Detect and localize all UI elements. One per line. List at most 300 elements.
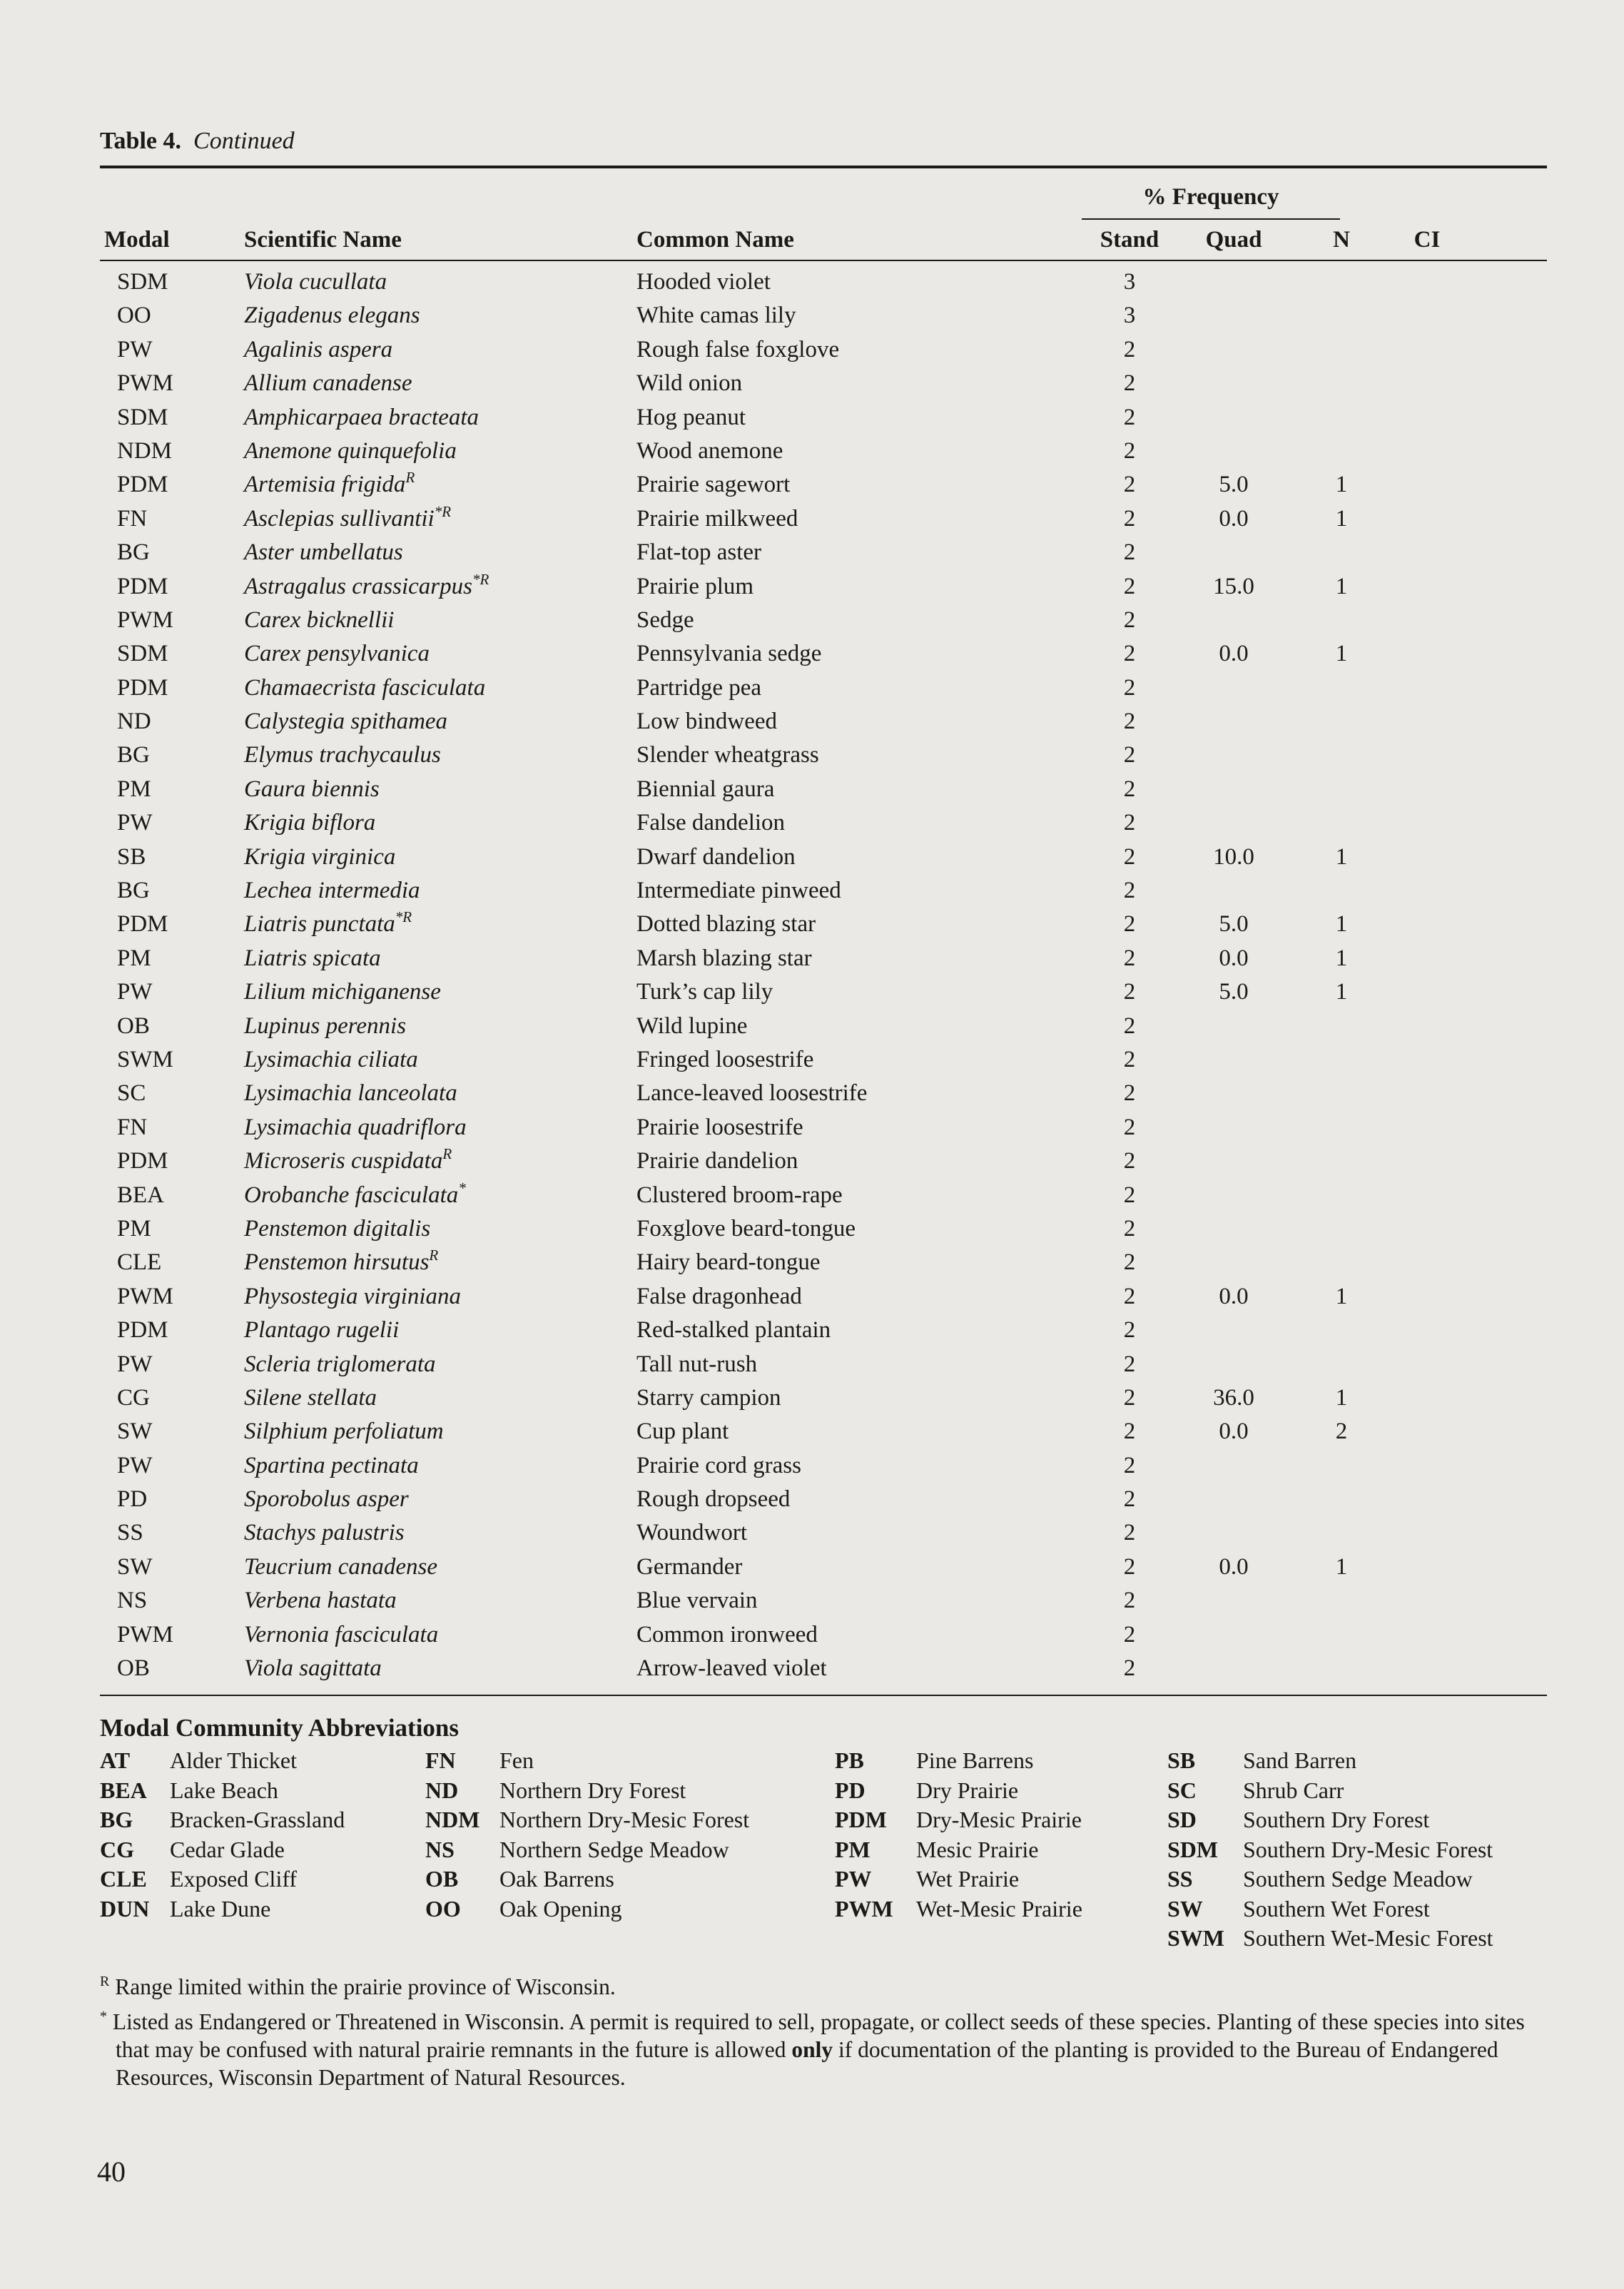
table-row — [0, 468, 1624, 502]
table-row — [0, 401, 1624, 435]
modal-cell: SC — [117, 1080, 146, 1107]
abbreviation-code: OB — [425, 1866, 459, 1892]
modal-cell: FN — [117, 505, 148, 532]
footnote-range — [100, 1973, 1544, 2001]
common-name-cell: Blue vervain — [636, 1588, 758, 1614]
table-row — [0, 1246, 1624, 1279]
table-header-rule — [100, 260, 1547, 261]
stand-frequency-cell: 2 — [1123, 573, 1136, 599]
stand-frequency-cell: 2 — [1123, 1080, 1136, 1107]
stand-frequency-cell: 2 — [1123, 979, 1136, 1005]
stand-frequency-cell: 2 — [1123, 1317, 1136, 1344]
common-name-cell: Dwarf dandelion — [636, 843, 796, 870]
modal-cell: SDM — [117, 404, 168, 430]
abbreviation-code: NDM — [425, 1807, 480, 1832]
common-name-cell: Fringed loosestrife — [636, 1046, 814, 1072]
table-row — [0, 1483, 1624, 1516]
abbreviation-code: SDM — [1167, 1836, 1219, 1862]
quad-frequency-cell: 0.0 — [1219, 505, 1249, 532]
stand-frequency-cell: 3 — [1123, 303, 1136, 329]
stand-frequency-cell: 2 — [1123, 1046, 1136, 1072]
modal-cell: PM — [117, 776, 151, 802]
scientific-name-text: Viola sagittata — [244, 1655, 382, 1682]
modal-cell: SDM — [117, 269, 168, 295]
abbreviation-code: PM — [835, 1836, 871, 1862]
scientific-name-cell — [244, 942, 381, 975]
abbreviation-name: Dry-Mesic Prairie — [916, 1807, 1082, 1832]
footnote-star-text-before: Listed as Endangered or Threatened in Wisconsin. A permit is required to sell, propagate, or collect seeds of these species. Planting of these species into sites that may be confused with natural prairie remnants in the future is allowed — [112, 2009, 1525, 2062]
stand-frequency-cell: 2 — [1123, 641, 1136, 667]
abbreviation-code: SW — [1167, 1895, 1203, 1922]
modal-cell: BEA — [117, 1182, 164, 1208]
table-row — [0, 604, 1624, 637]
modal-cell: PDM — [117, 911, 168, 938]
modal-cell: OO — [117, 303, 151, 329]
stand-frequency-cell: 2 — [1123, 1655, 1136, 1682]
quad-frequency-cell: 0.0 — [1219, 1283, 1249, 1309]
abbreviation-name: Northern Dry-Mesic Forest — [499, 1807, 750, 1832]
scientific-name-cell — [244, 1415, 444, 1448]
stand-frequency-cell: 2 — [1123, 911, 1136, 938]
footnote-marker: * — [458, 1179, 466, 1197]
stand-frequency-cell: 2 — [1123, 437, 1136, 464]
scientific-name-text: Stachys palustris — [244, 1520, 405, 1546]
header-common-name: Common Name — [636, 227, 794, 253]
scientific-name-cell — [244, 806, 375, 840]
table-row — [0, 367, 1624, 400]
stand-frequency-cell: 2 — [1123, 606, 1136, 633]
scientific-name-cell — [244, 502, 451, 536]
common-name-cell: Marsh blazing star — [636, 945, 812, 971]
stand-frequency-cell: 2 — [1123, 1588, 1136, 1614]
stand-frequency-cell: 2 — [1123, 1418, 1136, 1445]
common-name-cell: Prairie sagewort — [636, 472, 791, 498]
footnote-marker: *R — [434, 502, 452, 520]
stand-frequency-cell: 2 — [1123, 404, 1136, 430]
scientific-name-cell — [244, 773, 380, 806]
scientific-name-text: Krigia virginica — [244, 843, 396, 870]
scientific-name-text: Lysimachia ciliata — [244, 1046, 418, 1072]
footnote-marker: R — [405, 469, 415, 487]
common-name-cell: Rough false foxglove — [636, 336, 840, 362]
scientific-name-cell — [244, 1584, 397, 1618]
modal-cell: PWM — [117, 1283, 173, 1309]
scientific-name-text: Artemisia frigida — [244, 472, 406, 498]
table-row — [0, 908, 1624, 941]
abbreviation-name: Pine Barrens — [916, 1747, 1034, 1773]
abbreviation-name: Northern Sedge Meadow — [499, 1836, 729, 1862]
footnote-marker: *R — [472, 570, 489, 588]
n-cell: 1 — [1335, 472, 1348, 498]
stand-frequency-cell: 2 — [1123, 370, 1136, 397]
table-caption-text: Continued — [193, 128, 295, 154]
modal-cell: SW — [117, 1553, 153, 1580]
scientific-name-text: Astragalus crassicarpus — [244, 573, 472, 599]
abbreviation-code: BG — [100, 1807, 133, 1832]
scientific-name-cell — [244, 671, 485, 705]
scientific-name-cell — [244, 1314, 399, 1347]
common-name-cell: Germander — [636, 1553, 743, 1580]
modal-cell: BG — [117, 539, 150, 566]
header-n: N — [1333, 227, 1350, 253]
stand-frequency-cell: 2 — [1123, 1621, 1136, 1648]
scientific-name-cell — [244, 637, 430, 671]
n-cell: 1 — [1335, 1384, 1348, 1411]
modal-cell: PWM — [117, 606, 173, 633]
scientific-name-text: Teucrium canadense — [244, 1553, 437, 1580]
common-name-cell: Prairie dandelion — [636, 1148, 798, 1174]
scientific-name-text: Liatris spicata — [244, 945, 381, 971]
n-cell: 1 — [1335, 641, 1348, 667]
footnote-marker: *R — [395, 908, 412, 926]
table-body — [0, 265, 1624, 1685]
scientific-name-cell — [244, 1144, 452, 1178]
scientific-name-text: Carex pensylvanica — [244, 641, 430, 667]
scientific-name-text: Chamaecrista fasciculata — [244, 674, 486, 701]
n-cell: 1 — [1335, 573, 1348, 599]
table-row — [0, 265, 1624, 299]
stand-frequency-cell: 2 — [1123, 472, 1136, 498]
table-row — [0, 1584, 1624, 1618]
scientific-name-text: Anemone quinquefolia — [244, 437, 457, 464]
abbreviation-name: Mesic Prairie — [916, 1836, 1039, 1862]
table-row — [0, 1280, 1624, 1314]
stand-frequency-cell: 2 — [1123, 878, 1136, 904]
abbreviation-code: BEA — [100, 1777, 147, 1803]
common-name-cell: Intermediate pinweed — [636, 878, 841, 904]
scientific-name-text: Penstemon hirsutus — [244, 1249, 430, 1276]
abbreviation-code: CG — [100, 1836, 134, 1862]
scientific-name-text: Vernonia fasciculata — [244, 1621, 439, 1648]
table-row — [0, 1550, 1624, 1584]
table-row — [0, 1415, 1624, 1448]
header-stand: Stand — [1100, 227, 1159, 253]
common-name-cell: Biennial gaura — [636, 776, 775, 802]
table-row — [0, 1449, 1624, 1483]
table-row — [0, 1144, 1624, 1178]
modal-cell: PW — [117, 1452, 153, 1478]
table-row — [0, 874, 1624, 908]
abbreviation-code: AT — [100, 1747, 131, 1773]
footnote-range-marker: R — [100, 1974, 110, 1989]
scientific-name-cell — [244, 975, 441, 1009]
scientific-name-text: Orobanche fasciculata — [244, 1182, 459, 1208]
scientific-name-text: Zigadenus elegans — [244, 303, 420, 329]
scientific-name-cell — [244, 908, 412, 941]
stand-frequency-cell: 2 — [1123, 1553, 1136, 1580]
modal-cell: SDM — [117, 641, 168, 667]
abbreviation-code: PWM — [835, 1895, 893, 1922]
scientific-name-cell — [244, 401, 479, 435]
common-name-cell: Rough dropseed — [636, 1486, 791, 1513]
footnote-endangered — [100, 2008, 1560, 2091]
scientific-name-text: Asclepias sullivantii — [244, 505, 435, 532]
n-cell: 1 — [1335, 843, 1348, 870]
quad-frequency-cell: 5.0 — [1219, 979, 1249, 1005]
footnote-star-emphasis: only — [791, 2037, 833, 2062]
stand-frequency-cell: 2 — [1123, 1215, 1136, 1242]
n-cell: 1 — [1335, 979, 1348, 1005]
scientific-name-text: Penstemon digitalis — [244, 1215, 431, 1242]
abbreviation-code: PW — [835, 1866, 872, 1892]
table-bottom-rule — [100, 1695, 1547, 1696]
modal-cell: BG — [117, 742, 150, 768]
scientific-name-cell — [244, 1212, 430, 1246]
common-name-cell: Wild lupine — [636, 1012, 748, 1039]
abbreviation-code: PD — [835, 1777, 866, 1803]
n-cell: 1 — [1335, 1553, 1348, 1580]
common-name-cell: Flat-top aster — [636, 539, 762, 566]
modal-cell: OB — [117, 1655, 150, 1682]
page-number: 40 — [97, 2156, 126, 2188]
abbreviation-code: OO — [425, 1895, 461, 1922]
scientific-name-text: Verbena hastata — [244, 1588, 397, 1614]
abbreviation-name: Lake Beach — [170, 1777, 278, 1803]
common-name-cell: Prairie milkweed — [636, 505, 798, 532]
abbreviation-code: SS — [1167, 1866, 1193, 1892]
common-name-cell: Woundwort — [636, 1520, 747, 1546]
abbreviation-name: Wet-Mesic Prairie — [916, 1895, 1082, 1922]
scientific-name-cell — [244, 1348, 436, 1381]
abbreviations-title: Modal Community Abbreviations — [100, 1714, 460, 1742]
scientific-name-cell — [244, 1652, 382, 1685]
scientific-name-cell — [244, 1449, 419, 1483]
scientific-name-cell — [244, 1043, 418, 1077]
scientific-name-cell — [244, 265, 387, 299]
modal-cell: ND — [117, 709, 151, 735]
common-name-cell: Low bindweed — [636, 709, 778, 735]
n-cell: 1 — [1335, 505, 1348, 532]
abbreviation-name: Bracken-Grassland — [170, 1807, 345, 1832]
stand-frequency-cell: 2 — [1123, 810, 1136, 836]
abbreviation-name: Southern Sedge Meadow — [1243, 1866, 1473, 1892]
stand-frequency-cell: 2 — [1123, 1520, 1136, 1546]
abbreviation-name: Southern Wet-Mesic Forest — [1243, 1925, 1493, 1951]
abbreviation-name: Southern Wet Forest — [1243, 1895, 1430, 1922]
scientific-name-cell — [244, 874, 420, 908]
table-row — [0, 502, 1624, 536]
table-row — [0, 739, 1624, 772]
header-scientific-name: Scientific Name — [244, 227, 402, 253]
table-row — [0, 1010, 1624, 1043]
abbreviation-name: Cedar Glade — [170, 1836, 285, 1862]
common-name-cell: Dotted blazing star — [636, 911, 816, 938]
modal-cell: NS — [117, 1588, 148, 1614]
abbreviation-code: SWM — [1167, 1925, 1224, 1951]
frequency-group-rule — [1082, 218, 1340, 220]
stand-frequency-cell: 2 — [1123, 336, 1136, 362]
modal-cell: PM — [117, 1215, 151, 1242]
quad-frequency-cell: 0.0 — [1219, 641, 1249, 667]
common-name-cell: Slender wheatgrass — [636, 742, 819, 768]
abbreviation-code: PDM — [835, 1807, 887, 1832]
scientific-name-cell — [244, 1280, 461, 1314]
common-name-cell: Hairy beard-tongue — [636, 1249, 821, 1276]
n-cell: 1 — [1335, 911, 1348, 938]
scientific-name-text: Microseris cuspidata — [244, 1148, 443, 1174]
scientific-name-text: Plantago rugelii — [244, 1317, 400, 1344]
scientific-name-cell — [244, 1618, 438, 1652]
stand-frequency-cell: 2 — [1123, 843, 1136, 870]
modal-cell: SWM — [117, 1046, 173, 1072]
scientific-name-text: Krigia biflora — [244, 810, 376, 836]
modal-cell: CLE — [117, 1249, 162, 1276]
stand-frequency-cell: 2 — [1123, 1486, 1136, 1513]
abbreviation-name: Southern Dry Forest — [1243, 1807, 1430, 1832]
scientific-name-text: Carex bicknellii — [244, 606, 395, 633]
abbreviation-name: Northern Dry Forest — [499, 1777, 686, 1803]
modal-cell: PDM — [117, 1148, 168, 1174]
quad-frequency-cell: 5.0 — [1219, 472, 1249, 498]
modal-cell: PWM — [117, 370, 173, 397]
modal-cell: PWM — [117, 1621, 173, 1648]
scientific-name-cell — [244, 1111, 467, 1144]
stand-frequency-cell: 2 — [1123, 1148, 1136, 1174]
table-row — [0, 705, 1624, 739]
modal-cell: BG — [117, 878, 150, 904]
common-name-cell: Turk’s cap lily — [636, 979, 773, 1005]
header-ci: CI — [1414, 227, 1441, 253]
common-name-cell: Foxglove beard-tongue — [636, 1215, 856, 1242]
table-row — [0, 1043, 1624, 1077]
modal-cell: PDM — [117, 573, 168, 599]
abbreviation-code: FN — [425, 1747, 456, 1773]
modal-cell: PW — [117, 979, 153, 1005]
footnote-range-text: Range limited within the prairie province of Wisconsin. — [115, 1974, 616, 1999]
scientific-name-text: Silene stellata — [244, 1384, 377, 1411]
modal-cell: PDM — [117, 1317, 168, 1344]
scientific-name-text: Aster umbellatus — [244, 539, 403, 566]
scientific-name-text: Spartina pectinata — [244, 1452, 419, 1478]
quad-frequency-cell: 0.0 — [1219, 945, 1249, 971]
abbreviation-name: Oak Barrens — [499, 1866, 614, 1892]
stand-frequency-cell: 2 — [1123, 1182, 1136, 1208]
table-row — [0, 942, 1624, 975]
modal-cell: OB — [117, 1012, 150, 1039]
abbreviation-name: Exposed Cliff — [170, 1866, 298, 1892]
stand-frequency-cell: 3 — [1123, 269, 1136, 295]
scientific-name-cell — [244, 705, 447, 739]
stand-frequency-cell: 2 — [1123, 1114, 1136, 1140]
abbreviation-code: SC — [1167, 1777, 1197, 1803]
scientific-name-text: Sporobolus asper — [244, 1486, 409, 1513]
modal-cell: PW — [117, 810, 153, 836]
table-caption — [100, 127, 295, 156]
header-modal: Modal — [104, 227, 170, 253]
scientific-name-cell — [244, 570, 489, 604]
common-name-cell: Prairie cord grass — [636, 1452, 801, 1478]
abbreviation-name: Oak Opening — [499, 1895, 622, 1922]
n-cell: 2 — [1335, 1418, 1348, 1445]
footnote-star-text-after: if documentation of the planting is provided to the Bureau of Endangered Resources, Wisconsin Department of Natural Resources. — [116, 2037, 1498, 2090]
stand-frequency-cell: 2 — [1123, 742, 1136, 768]
table-row — [0, 1111, 1624, 1144]
stand-frequency-cell: 2 — [1123, 1249, 1136, 1276]
table-row — [0, 671, 1624, 705]
table-row — [0, 773, 1624, 806]
modal-cell: PW — [117, 336, 153, 362]
abbreviation-code: NS — [425, 1836, 455, 1862]
abbreviation-code: ND — [425, 1777, 459, 1803]
modal-cell: SS — [117, 1520, 143, 1546]
stand-frequency-cell: 2 — [1123, 776, 1136, 802]
scientific-name-cell — [244, 1010, 406, 1043]
table-row — [0, 333, 1624, 367]
common-name-cell: Wild onion — [636, 370, 743, 397]
abbreviation-name: Dry Prairie — [916, 1777, 1019, 1803]
modal-cell: SB — [117, 843, 146, 870]
table-row — [0, 806, 1624, 840]
table-row — [0, 1516, 1624, 1550]
table-row — [0, 570, 1624, 604]
stand-frequency-cell: 2 — [1123, 1452, 1136, 1478]
scientific-name-cell — [244, 367, 412, 400]
footnote-star-marker: * — [100, 2009, 107, 2024]
scientific-name-cell — [244, 1550, 437, 1584]
modal-cell: SW — [117, 1418, 153, 1445]
frequency-group-header: % Frequency — [1142, 184, 1279, 210]
table-row — [0, 536, 1624, 569]
abbreviation-name: Shrub Carr — [1243, 1777, 1344, 1803]
modal-cell: PDM — [117, 472, 168, 498]
common-name-cell: Hooded violet — [636, 269, 771, 295]
modal-cell: CG — [117, 1384, 150, 1411]
stand-frequency-cell: 2 — [1123, 945, 1136, 971]
scientific-name-text: Lilium michiganense — [244, 979, 441, 1005]
stand-frequency-cell: 2 — [1123, 1351, 1136, 1377]
common-name-cell: Lance-leaved loosestrife — [636, 1080, 868, 1107]
scientific-name-cell — [244, 604, 394, 637]
quad-frequency-cell: 15.0 — [1213, 573, 1254, 599]
abbreviation-code: SB — [1167, 1747, 1196, 1773]
table-row — [0, 975, 1624, 1009]
abbreviation-name: Fen — [499, 1747, 534, 1773]
table-row — [0, 1212, 1624, 1246]
table-row — [0, 1077, 1624, 1110]
scientific-name-text: Physostegia virginiana — [244, 1283, 461, 1309]
modal-cell: FN — [117, 1114, 148, 1140]
modal-cell: PDM — [117, 674, 168, 701]
header-quad: Quad — [1205, 227, 1262, 253]
abbreviation-name: Southern Dry-Mesic Forest — [1243, 1836, 1493, 1862]
scientific-name-cell — [244, 739, 441, 772]
table-row — [0, 1381, 1624, 1415]
quad-frequency-cell: 5.0 — [1219, 911, 1249, 938]
abbreviation-code: PB — [835, 1747, 864, 1773]
common-name-cell: Red-stalked plantain — [636, 1317, 831, 1344]
stand-frequency-cell: 2 — [1123, 1384, 1136, 1411]
common-name-cell: Prairie plum — [636, 573, 754, 599]
scientific-name-cell — [244, 1246, 438, 1279]
footnote-marker: R — [442, 1145, 452, 1163]
scientific-name-cell — [244, 468, 415, 502]
stand-frequency-cell: 2 — [1123, 709, 1136, 735]
common-name-cell: Cup plant — [636, 1418, 729, 1445]
scientific-name-text: Lechea intermedia — [244, 878, 420, 904]
scientific-name-text: Lysimachia quadriflora — [244, 1114, 467, 1140]
abbreviation-name: Alder Thicket — [170, 1747, 298, 1773]
scientific-name-text: Scleria triglomerata — [244, 1351, 436, 1377]
common-name-cell: Wood anemone — [636, 437, 783, 464]
common-name-cell: Arrow-leaved violet — [636, 1655, 827, 1682]
stand-frequency-cell: 2 — [1123, 1283, 1136, 1309]
common-name-cell: Common ironweed — [636, 1621, 818, 1648]
common-name-cell: Partridge pea — [636, 674, 762, 701]
modal-cell: PD — [117, 1486, 148, 1513]
stand-frequency-cell: 2 — [1123, 505, 1136, 532]
abbreviation-code: DUN — [100, 1895, 150, 1922]
table-row — [0, 1314, 1624, 1347]
